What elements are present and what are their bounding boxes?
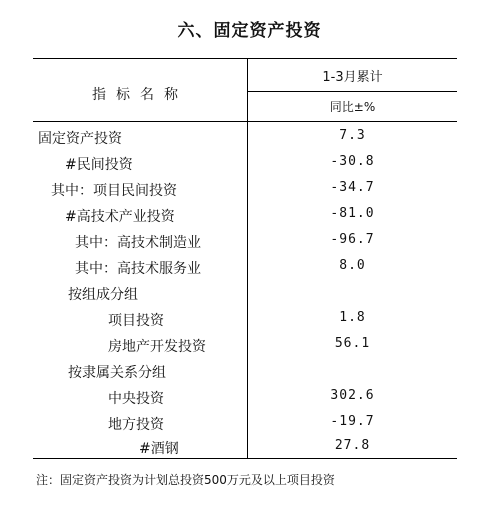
table-row [33, 306, 457, 332]
row-value: 27.8 [334, 438, 371, 453]
row-value: -96.7 [330, 232, 375, 247]
row-label: #民间投资 [65, 157, 133, 173]
table-row [33, 410, 457, 436]
row-label: 其中：高技术服务业 [75, 261, 201, 277]
table-row [33, 150, 457, 176]
table-row [33, 202, 457, 228]
row-value: 8.0 [339, 258, 366, 273]
period-header: 1-3月累计 [322, 70, 383, 85]
row-label: #酒钢 [139, 441, 179, 457]
row-label: 其中：高技术制造业 [75, 235, 201, 251]
header-mid-rule [248, 91, 457, 92]
table-row [33, 176, 457, 202]
header-bottom-rule [33, 121, 457, 122]
row-label: 其中：项目民间投资 [51, 183, 177, 199]
table-row [33, 254, 457, 280]
table-row [33, 124, 457, 150]
row-label: 固定资产投资 [38, 131, 122, 147]
unit-header: 同比±% [329, 100, 376, 114]
row-value: 1.8 [339, 310, 366, 325]
row-value: 56.1 [334, 336, 371, 351]
row-value: -81.0 [330, 206, 375, 221]
row-value: -34.7 [330, 180, 375, 195]
table-row [33, 332, 457, 358]
investment-table [33, 58, 457, 459]
indicator-header: 指标名称 [92, 87, 188, 103]
table-row [33, 280, 457, 306]
table-row [33, 434, 457, 460]
row-value: -19.7 [330, 414, 375, 429]
table-top-rule [33, 58, 457, 59]
table-row [33, 358, 457, 384]
row-label: 按组成分组 [68, 287, 138, 303]
row-value: -30.8 [330, 154, 375, 169]
row-label: 按隶属关系分组 [68, 365, 166, 381]
row-value: 7.3 [339, 128, 366, 143]
footnote: 注：固定资产投资为计划总投资500万元及以上项目投资 [36, 473, 335, 487]
row-label: 地方投资 [108, 417, 164, 433]
page-title: 六、固定资产投资 [177, 21, 322, 41]
row-label: #高技术产业投资 [65, 209, 175, 225]
row-label: 项目投资 [108, 313, 164, 329]
row-label: 中央投资 [108, 391, 164, 407]
row-label: 房地产开发投资 [108, 339, 206, 355]
row-value: 302.6 [330, 388, 375, 403]
table-row [33, 384, 457, 410]
table-row [33, 228, 457, 254]
